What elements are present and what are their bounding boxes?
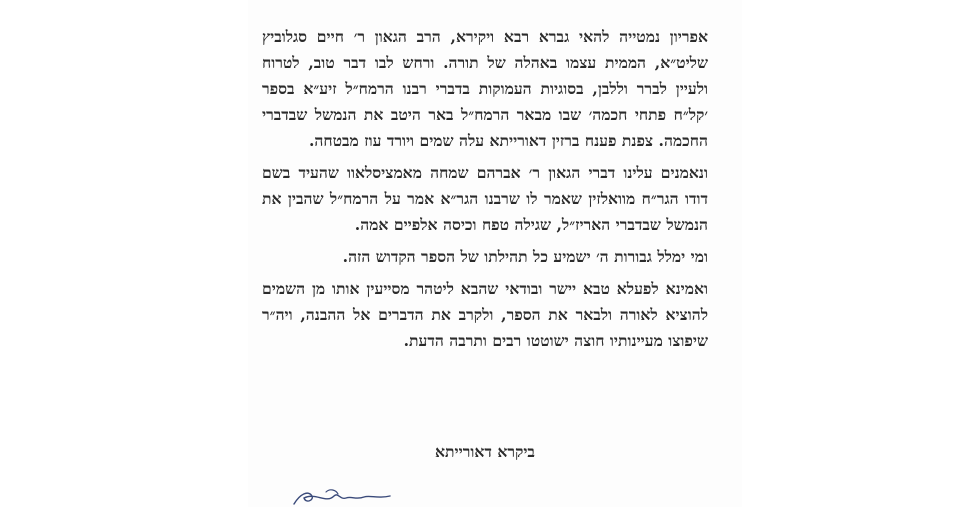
letter-signoff: ביקרא דאורייתא bbox=[435, 442, 535, 461]
paragraph-3: ומי ימלל גבורות ה׳ ישמיע כל תהילתו של הספר הקדוש הזה. bbox=[342, 247, 708, 266]
paragraph-4: ואמינא לפעלא טבא יישר ובודאי שהבא ליטהר מסייעין אותו מן השמים להוציא לאורה ולבאר את הספר, ולקרב את הדברים אל ההבנה, ויה״ר שיפוצו מעיינותיו חוצה ישוטטו רבים ותרבה הדעת. bbox=[262, 279, 708, 350]
letter-body bbox=[262, 24, 708, 360]
paragraph-1: אפריון נמטייה להאי גברא רבא ויקירא, הרב הגאון ר׳ חיים סגלוביץ שליט״א, הממית עצמו באהלה של תורה. ורחש לבו דבר טוב, לטרוח ולעיין לברר וללבן, בסוגיות העמוקות בדברי רבנו הרמח״ל זיע״א בספר ׳קל״ח פתחי חכמה׳ שבו מבאר הרמח״ל באר היטב את הנמשל שבדברי החכמה. צפנת פענח ברזין דאורייתא עלה שמים ויורד עוז מבטחה. bbox=[262, 27, 708, 150]
handwritten-signature bbox=[286, 486, 406, 507]
paragraph-2: ונאמנים עלינו דברי הגאון ר׳ אברהם שמחה מאמציסלאוו שהעיד בשם דודו הגר״ח מוואלזין שאמר לו שרבנו הגר״א אמר על הרמח״ל שהבין את הנמשל שבדברי האריז״ל, שגילה טפח וכיסה אלפיים אמה. bbox=[262, 163, 708, 234]
